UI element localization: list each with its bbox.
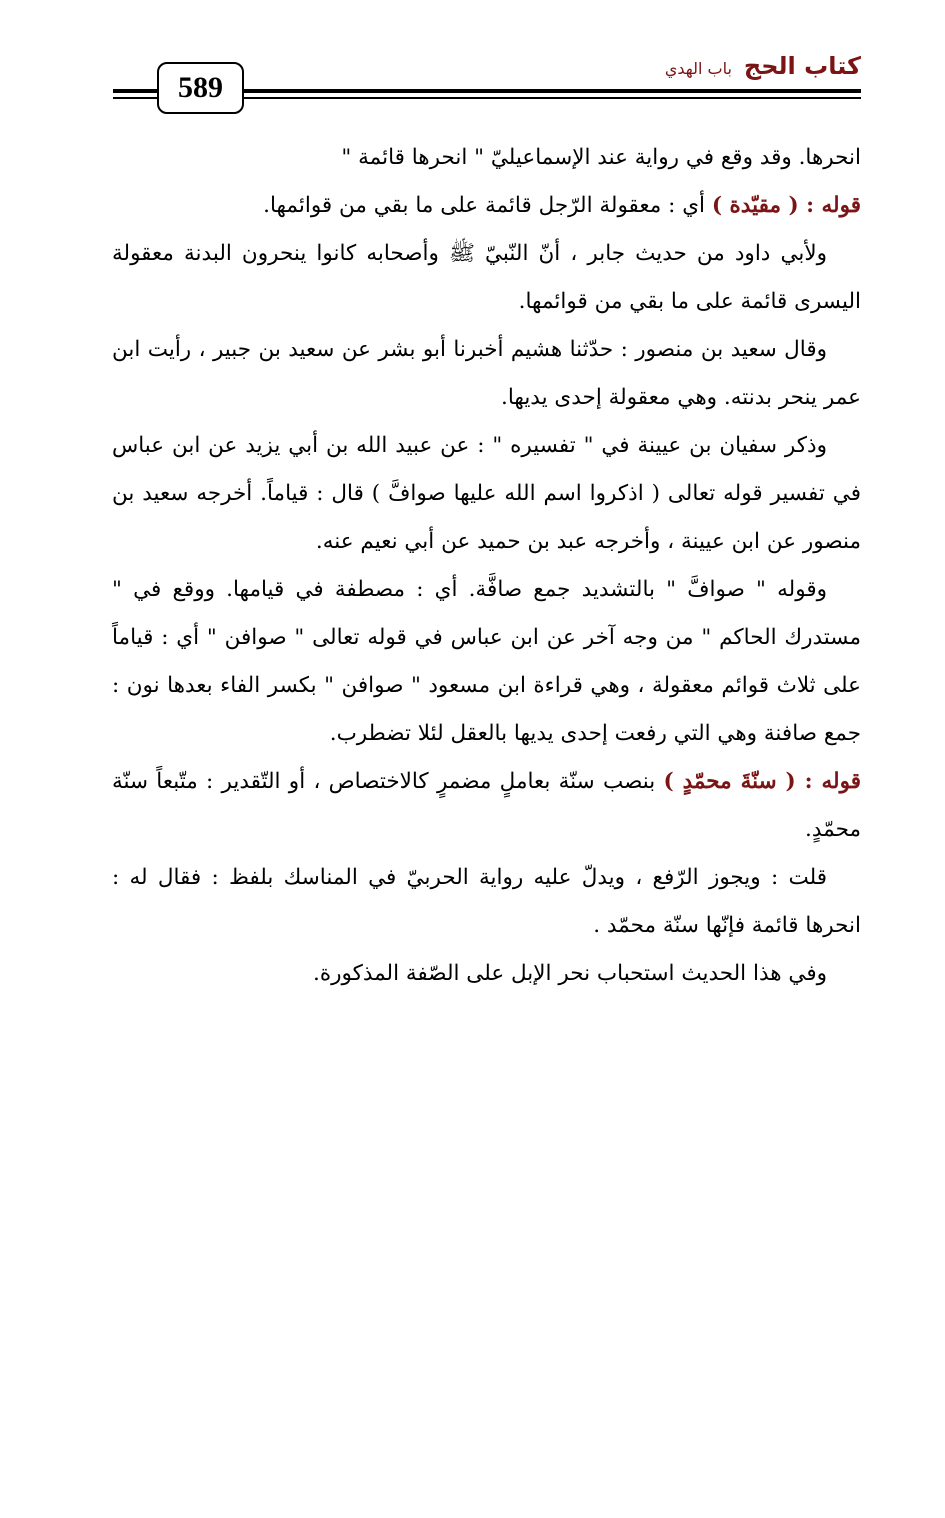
paragraph <box>112 950 861 998</box>
page-header <box>0 0 945 130</box>
page-number-box <box>157 62 244 114</box>
paragraph <box>112 566 861 758</box>
paragraph <box>112 182 861 230</box>
book-title: كتاب الحج <box>743 52 861 80</box>
paragraph-text: وقوله " صوافَّ " بالتشديد جمع صافَّة. أي : مصطفة في قيامها. ووقع في " مستدرك الحاكم " من وجه آخر عن ابن عباس في قوله تعالى " صوافن " أي : قياماً على ثلاث قوائم معقولة ، وهي قراءة ابن مسعود " صوافن " بكسر الفاء بعدها نون : جمع صافنة وهي التي رفعت إحدى يديها بالعقل لئلا تضطرب. <box>112 577 861 746</box>
paragraph-text: وفي هذا الحديث استحباب نحر الإبل على الصّفة المذكورة. <box>313 961 827 986</box>
paragraph-text: ولأبي داود من حديث جابر ، أنّ النّبيّ ﷺ وأصحابه كانوا ينحرون البدنة معقولة اليسرى قائمة على ما بقي من قوائمها. <box>112 241 861 314</box>
keyword-lead: قوله : ( سنّةَ محمّدٍ ) <box>663 769 861 794</box>
paragraph-text: قلت : ويجوز الرّفع ، ويدلّ عليه رواية الحربيّ في المناسك بلفظ : فقال له : انحرها قائمة فإنّها سنّة محمّد . <box>112 865 861 938</box>
chapter-title: باب الهدي <box>664 59 732 78</box>
body-text <box>112 134 861 998</box>
page-number: 589 <box>178 71 223 104</box>
keyword-lead: قوله : ( مقيّدة ) <box>711 193 861 218</box>
paragraph <box>112 854 861 950</box>
paragraph-text: وقال سعيد بن منصور : حدّثنا هشيم أخبرنا أبو بشر عن سعيد بن جبير ، رأيت ابن عمر ينحر بدنته. وهي معقولة إحدى يديها. <box>112 337 861 410</box>
paragraph <box>112 134 861 182</box>
paragraph-text: أي : معقولة الرّجل قائمة على ما بقي من قوائمها. <box>263 193 712 218</box>
paragraph-text: انحرها. وقد وقع في رواية عند الإسماعيليّ " انحرها قائمة " <box>341 145 861 170</box>
paragraph-text: وذكر سفيان بن عيينة في " تفسيره " : عن عبيد الله بن أبي يزيد عن ابن عباس في تفسير قوله تعالى ( اذكروا اسم الله عليها صوافَّ ) قال : قياماً. أخرجه سعيد بن منصور عن ابن عيينة ، وأخرجه عبد بن حميد عن أبي نعيم عنه. <box>112 433 861 554</box>
paragraph <box>112 326 861 422</box>
paragraph <box>112 230 861 326</box>
running-head <box>665 52 861 80</box>
paragraph <box>112 422 861 566</box>
paragraph-text: بنصب سنّة بعاملٍ مضمرٍ كالاختصاص ، أو التّقدير : متّبعاً سنّة محمّدٍ. <box>112 769 861 842</box>
paragraph <box>112 758 861 854</box>
